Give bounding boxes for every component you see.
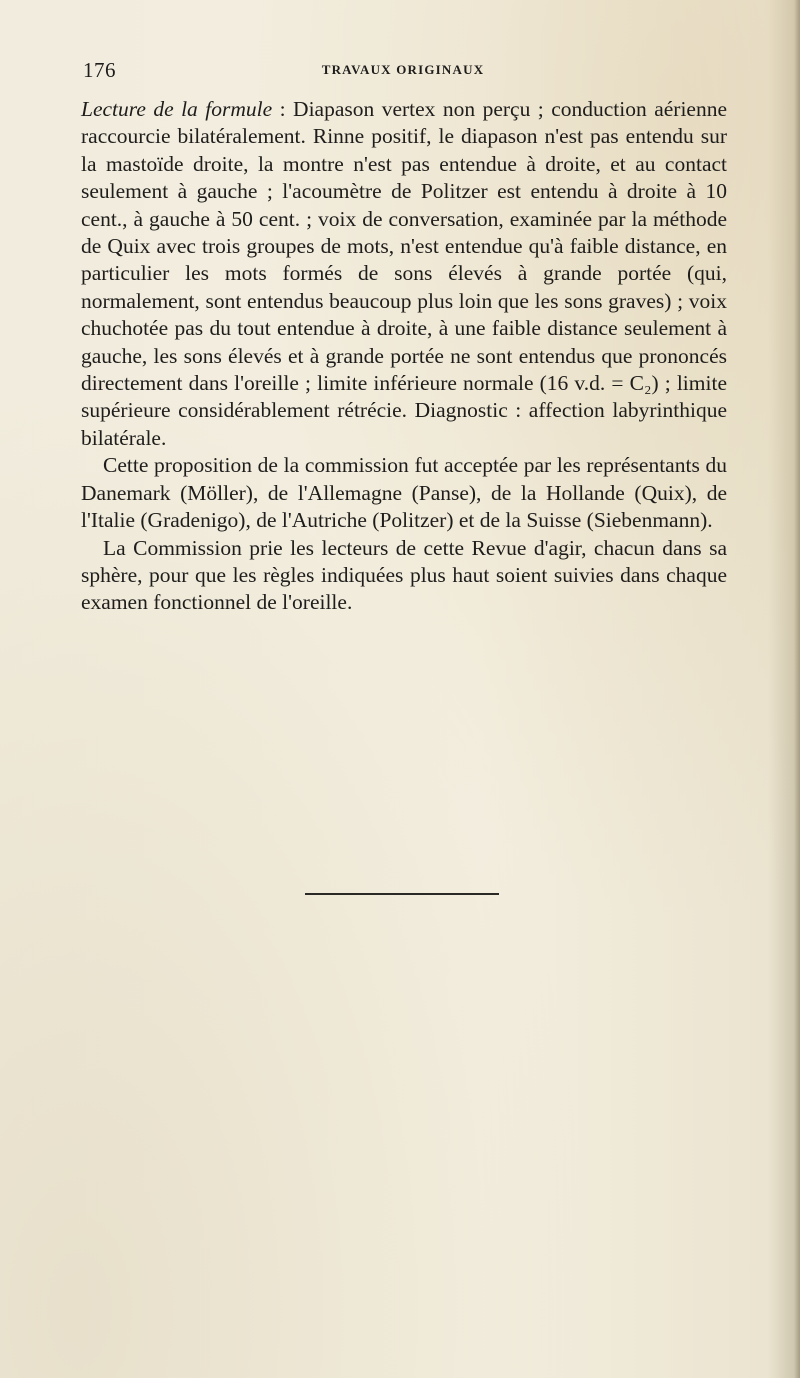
page-number: 176	[83, 58, 116, 82]
page-header	[83, 58, 723, 86]
paragraph-formula-reading	[81, 96, 727, 452]
page-edge-shadow	[794, 0, 800, 1378]
section-divider-rule	[305, 893, 499, 895]
paragraph-commission-acceptance: Cette proposition de la commission fut acceptée par les représentants du Danemark (Möller), de l'Allemagne (Panse), de la Hollande (Quix), de l'Italie (Gradenigo), de l'Autriche (Politzer) et de la Suisse (Siebenmann).	[81, 453, 727, 533]
paragraph-commission-request: La Commission prie les lecteurs de cette Revue d'agir, chacun dans sa sphère, pour que les règles indiquées plus haut soient suivies dans chaque examen fonctionnel de l'oreille.	[81, 535, 727, 615]
running-head: TRAVAUX ORIGINAUX	[321, 62, 485, 77]
paragraph-lead-italic: Lecture de la formule	[81, 97, 273, 121]
paragraph-text: : Diapason vertex non perçu ; conduction aérienne raccourcie bilatéralement. Rinne positif, le diapason n'est pas entendu sur la mastoïde droite, la montre n'est pas entendue à droite, et au contact seulement à gauche ; l'acoumètre de Politzer est entendu à droite à 10 cent., à gauche à 50 cent. ; voix de conversation, examinée par la méthode de Quix avec trois groupes de mots, n'est entendue qu'à faible distance, en particulier les mots formés de sons élevés à grande portée (qui, normalement, sont entendus beaucoup plus loin que les sons graves) ; voix chuchotée pas du tout entendue à droite, à une faible distance seulement à gauche, les sons élevés et à grande portée ne sont entendus que prononcés directement dans l'oreille ; limite inférieure normale (16 v.d. = C₂) ; limite supérieure considérablement rétrécie. Diagnostic : affection labyrinthique bilatérale.	[81, 97, 728, 450]
body-text	[81, 96, 727, 617]
